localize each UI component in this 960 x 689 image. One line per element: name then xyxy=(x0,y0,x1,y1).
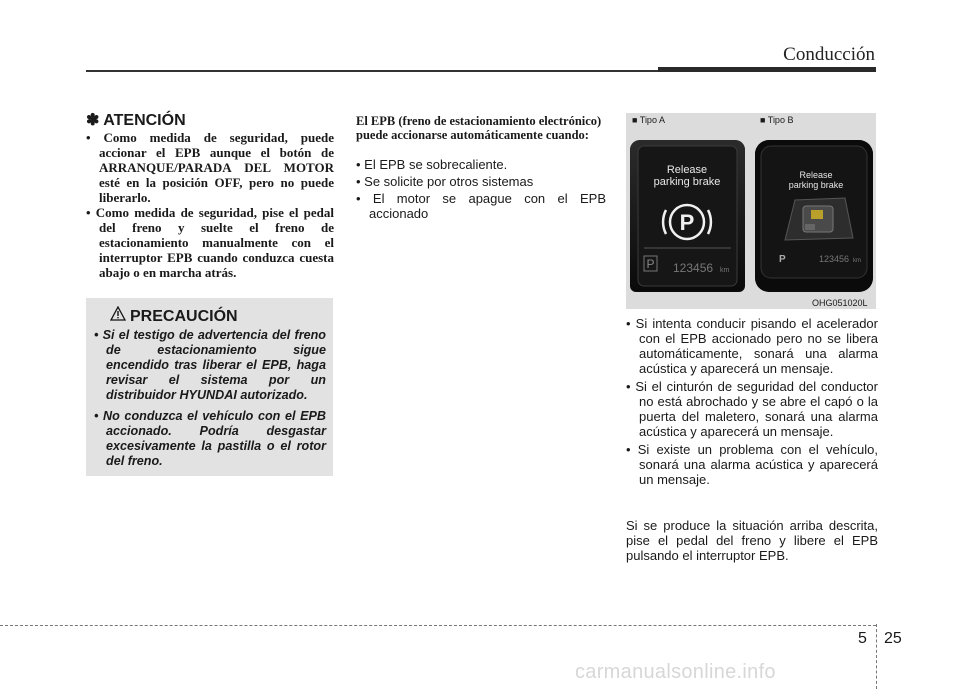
epb-switch-illustration xyxy=(785,198,853,240)
caution-item: • Si el testigo de advertencia del freno de estacionamiento sigue encendido tras liberar el EPB, haga revisar el sistema por un distribuidor HYUNDAI autorizado. xyxy=(94,328,326,402)
alarm-conditions-list xyxy=(626,316,878,490)
epb-condition: • El motor se apague con el EPB accionado xyxy=(356,191,606,221)
alarm-condition: • Si intenta conducir pisando el acelerador con el EPB accionado pero no se libera automáticamente, sonará una alarma acústica y aparecerá un mensaje. xyxy=(626,316,878,376)
caution-title: PRECAUCIÓN xyxy=(130,308,238,325)
epb-condition: • Se solicite por otros sistemas xyxy=(356,174,534,189)
alarm-condition: • Si existe un problema con el vehículo, sonará una alarma acústica y aparecerá un mensaje. xyxy=(626,442,878,487)
footer-divider xyxy=(876,624,877,689)
type-b-label: ■ Tipo B xyxy=(760,115,794,125)
footer-rule xyxy=(0,625,876,626)
display-b-line2: parking brake xyxy=(788,180,844,190)
display-a-line2: parking brake xyxy=(653,176,721,188)
gear-p-indicator-b: P xyxy=(779,254,786,265)
instruction-paragraph: Si se produce la situación arriba descrita, pise el pedal del freno y libere el EPB pulsando el interruptor EPB. xyxy=(626,518,878,563)
odometer-unit-b: km xyxy=(853,258,861,264)
attention-title: ✽ ATENCIÓN xyxy=(86,112,186,129)
figure-code: OHG051020L xyxy=(812,298,868,308)
alarm-condition: • Si el cinturón de seguridad del conductor no está abrochado y se abre el capó o la puerta del maletero, sonará una alarma acústica y aparecerá un mensaje. xyxy=(626,379,878,439)
caution-list xyxy=(86,328,326,475)
odometer-b: 123456 xyxy=(819,254,850,264)
odometer-a: 123456 xyxy=(673,261,714,275)
type-a-label: ■ Tipo A xyxy=(632,115,665,125)
header-rule-accent xyxy=(658,67,876,72)
attention-list xyxy=(86,130,334,280)
gear-p-indicator: P xyxy=(646,257,655,271)
attention-item: • Como medida de seguridad, pise el pedal del freno y suelte el freno de estacionamiento manualmente con el interruptor EPB cuando conduzca cuesta abajo o en marcha atrás. xyxy=(86,205,334,280)
odometer-unit-a: km xyxy=(720,267,730,274)
watermark: carmanualsonline.info xyxy=(575,661,776,683)
caution-item: • No conduzca el vehículo con el EPB accionado. Podría desgastar excesivamente la pastilla o el rotor del freno. xyxy=(94,409,326,468)
cluster-display-type-b xyxy=(755,140,873,292)
page-number: 25 xyxy=(884,630,902,647)
parking-symbol: P xyxy=(679,210,695,235)
display-b-line1: Release xyxy=(799,170,833,180)
attention-item: • Como medida de seguridad, puede accionar el EPB aunque el botón de ARRANQUE/PARADA DEL MOTOR esté en la posición OFF, pero no puede liberarlo. xyxy=(86,130,334,205)
display-a-line1: Release xyxy=(666,164,708,176)
epb-condition: • El EPB se sobrecaliente. xyxy=(356,157,508,172)
epb-conditions-list xyxy=(356,157,606,223)
chapter-number: 5 xyxy=(858,630,867,647)
cluster-display-type-a xyxy=(630,140,745,292)
epb-intro: El EPB (freno de estacionamiento electrónico) puede accionarse automáticamente cuando: xyxy=(356,114,602,142)
warning-triangle-icon xyxy=(110,306,126,321)
section-title: Conducción xyxy=(783,44,875,65)
